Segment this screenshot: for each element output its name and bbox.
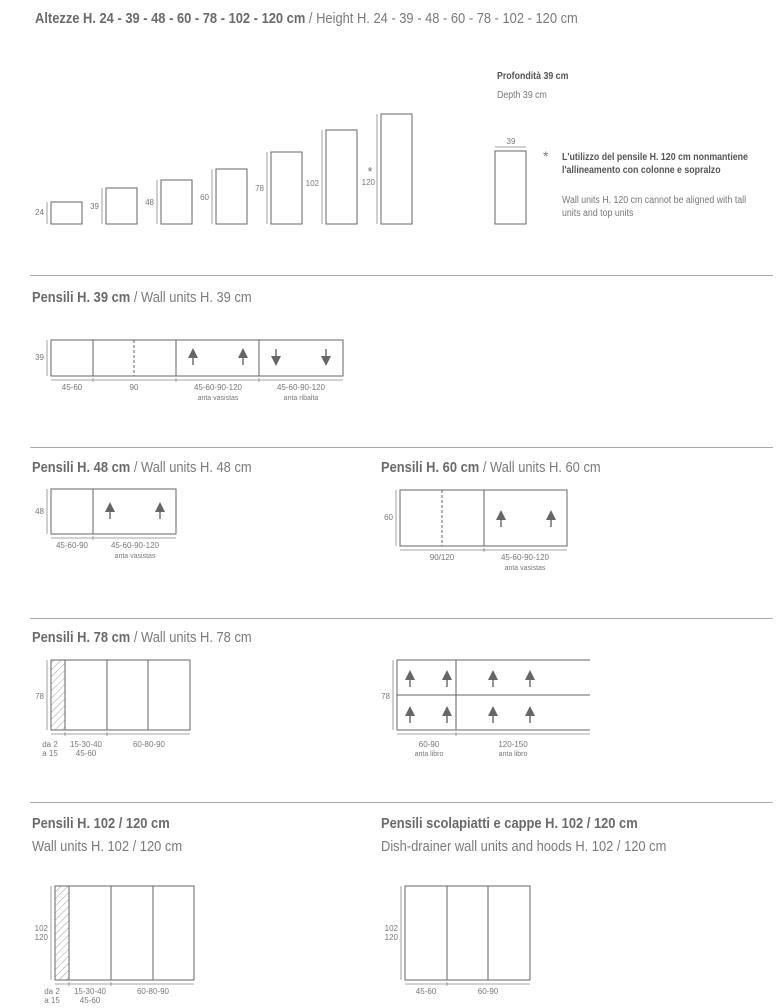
note-asterisk-icon: * [543,148,549,164]
s78-height-label: 78 [35,692,44,701]
s102-width-1b: 45-60 [79,996,101,1005]
s60-height-label: 60 [384,513,393,522]
height-label-39: 39 [90,202,99,211]
height-label-102: 102 [305,179,319,188]
arrow-up-icon [488,706,498,723]
depth-title-en: Depth 39 cm [497,90,547,101]
depth-diagram [490,132,535,228]
section-78-title-it: Pensili H. 78 cm [32,629,131,646]
s60-width-2-sub: anta vasistas [504,565,546,572]
height-label-24: 24 [35,208,44,217]
section-102-title-it-text: Pensili H. 102 / 120 cm [32,815,170,832]
hatched-filler [51,660,65,730]
height-label-48: 48 [145,198,154,207]
s48-width-1: 45-60-90 [55,541,89,550]
s102-height-1: 102 [34,924,48,933]
down-arrows [271,349,331,366]
section-102-diagram [0,876,220,1008]
s39-width-4: 45-60-90-120 [276,383,326,392]
unit-h60 [216,169,247,224]
height-label-78: 78 [255,184,264,193]
arrow-up-icon [546,510,556,527]
arrow-up-icon [105,502,115,519]
s48-height-label: 48 [35,507,44,516]
arrow-down-icon [271,349,281,366]
height-label-120: 120 [361,178,375,187]
unit-h24 [51,202,82,224]
section-39-title [32,289,252,306]
s39-width-4-sub: anta ribalta [283,395,319,402]
wall-unit-dish [405,886,530,980]
arrow-up-icon [405,706,415,723]
section-39-diagram [0,330,360,410]
s102-width-1: 15-30-40 [73,987,107,996]
section-102-title-en: Wall units H. 102 / 120 cm [32,838,183,855]
section-dish-title-it [381,815,638,832]
arrow-up-icon [525,706,535,723]
wall-unit-78 [51,660,190,730]
depth-label: 39 [506,137,516,146]
s39-width-3-sub: anta vasistas [197,395,239,402]
section-48-title [32,459,252,476]
s39-height-label: 39 [35,353,44,362]
s102-filler-from: da 2 [44,987,60,996]
divider-1 [30,275,773,276]
arrow-up-icon [525,670,535,687]
section-48-diagram [0,480,200,570]
section-48-title-sep: / [130,459,142,476]
depth-title-it: Profondità 39 cm [497,71,569,82]
heights-diagram [0,100,430,235]
s60-width-2: 45-60-90-120 [500,553,550,562]
section-dish-diagram [360,876,590,1008]
arrow-up-icon [405,670,415,687]
s102b-height-2: 120 [384,933,398,942]
unit-h48 [161,180,192,224]
s102-width-2: 60-80-90 [136,987,170,996]
s78b-width-1: 60-90 [418,740,440,749]
s102b-height-1: 102 [384,924,398,933]
arrow-up-icon [188,348,198,365]
s78b-width-2-sub: anta libro [498,751,528,758]
section-60-title-en: Wall units H. 60 cm [490,459,601,476]
s78-width-1: 15-30-40 [69,740,103,749]
arrow-up-icon [155,502,165,519]
asterisk-icon: * [367,164,373,179]
arrow-up-icon [238,348,248,365]
s78b-height-label: 78 [381,692,390,701]
s78-filler-from: da 2 [42,740,58,749]
arrow-up-icon [488,670,498,687]
divider-2 [30,447,773,448]
arrow-up-icon [442,670,452,687]
s48-width-2-sub: anta vasistas [114,553,156,560]
up-arrows [188,348,248,365]
unit-h102 [326,130,357,224]
s78b-width-2: 120-150 [498,740,528,749]
heights-title [35,10,578,27]
s39-width-2: 90 [129,383,139,392]
s78-width-1b: 45-60 [75,749,97,758]
arrow-down-icon [321,349,331,366]
s39-width-3: 45-60-90-120 [193,383,243,392]
section-78-diagram [0,650,220,765]
divider-4 [30,802,773,803]
section-60-title-sep: / [479,459,491,476]
section-60-diagram [360,480,590,580]
arrow-up-icon [496,510,506,527]
depth-unit [495,151,526,224]
section-78-title-sep: / [130,629,142,646]
section-dish-title-en: Dish-drainer wall units and hoods H. 102 / 120 cm [381,838,667,855]
s78b-width-1-sub: anta libro [414,751,444,758]
section-39-title-en: Wall units H. 39 cm [141,289,252,306]
section-60-title-it: Pensili H. 60 cm [381,459,480,476]
height-label-60: 60 [200,193,209,202]
unit-h120 [381,114,412,224]
s102b-width-2: 60-90 [477,987,499,996]
section-78-libro-diagram [360,650,590,765]
section-102-title-it [32,815,170,832]
s78-filler-to: a 15 [42,749,58,758]
s78-width-2: 60-80-90 [132,740,166,749]
section-39-title-sep: / [130,289,142,306]
unit-h78 [271,152,302,224]
s102b-width-1: 45-60 [415,987,437,996]
s60-width-1: 90/120 [429,553,455,562]
s48-width-2: 45-60-90-120 [110,541,160,550]
heights-title-it: Altezze H. 24 - 39 - 48 - 60 - 78 - 102 - 120 cm [35,10,306,27]
depth-note-en: Wall units H. 120 cm cannot be aligned with tall units and top units [562,195,747,219]
section-dish-title-it-text: Pensili scolapiatti e cappe H. 102 / 120 cm [381,815,638,832]
section-48-title-en: Wall units H. 48 cm [141,459,252,476]
section-48-title-it: Pensili H. 48 cm [32,459,131,476]
unit-h39 [106,188,137,224]
section-39-title-it: Pensili H. 39 cm [32,289,131,306]
s102-filler-to: a 15 [44,996,60,1005]
heights-title-en: Height H. 24 - 39 - 48 - 60 - 78 - 102 - 120 cm [316,10,578,27]
s102-height-2: 120 [34,933,48,942]
section-60-title [381,459,601,476]
hatched-filler [55,886,69,980]
divider-3 [30,618,773,619]
s39-width-1: 45-60 [61,383,83,392]
heights-title-sep: / [305,10,317,27]
arrow-up-icon [442,706,452,723]
wall-unit-102 [55,886,194,980]
section-78-title [32,629,252,646]
depth-note-it: L'utilizzo del pensile H. 120 cm nonmantiene l'allineamento con colonne e sopralzo [562,152,748,176]
section-78-title-en: Wall units H. 78 cm [141,629,252,646]
